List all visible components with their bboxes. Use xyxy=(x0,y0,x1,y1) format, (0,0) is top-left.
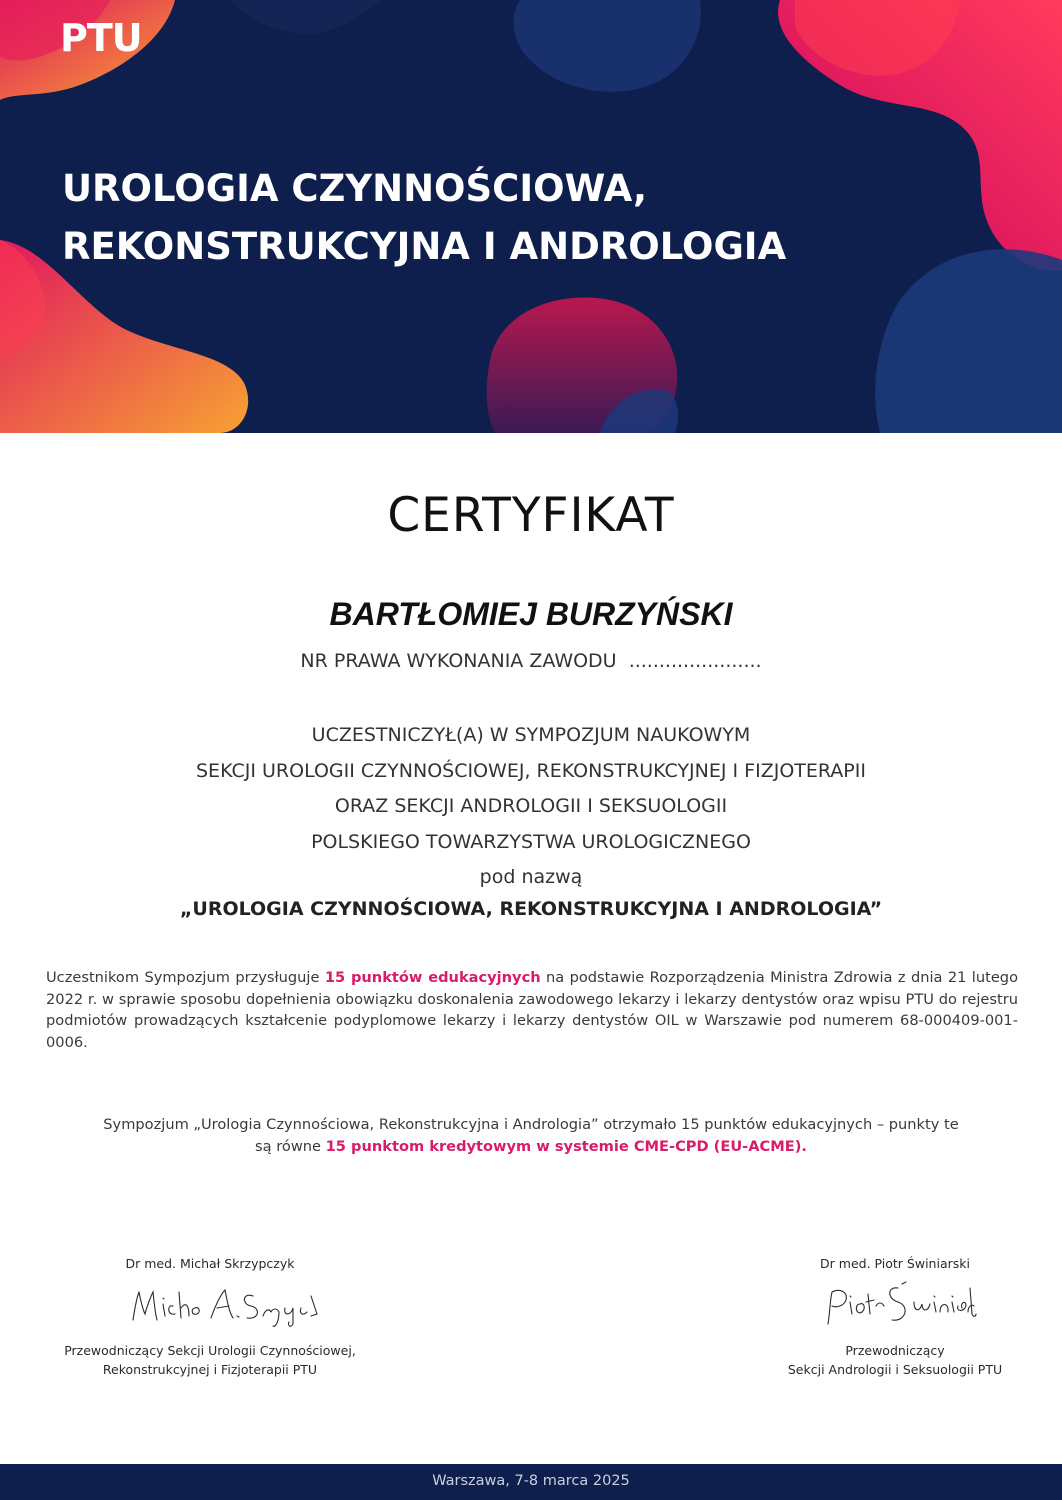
body-line: SEKCJI UROLOGII CZYNNOŚCIOWEJ, REKONSTRUKCYJNEJ I FIZJOTERAPII xyxy=(196,759,866,782)
certificate-heading: CERTYFIKAT xyxy=(387,488,675,543)
body-line: pod nazwą xyxy=(479,866,583,889)
footer-bar xyxy=(0,1464,1062,1500)
signer-role-line: Przewodniczący xyxy=(845,1343,945,1358)
license-line xyxy=(0,650,1062,672)
event-name: „UROLOGIA CZYNNOŚCIOWA, REKONSTRUKCYJNA I ANDROLOGIA” xyxy=(179,898,883,920)
place-date: Warszawa, 7-8 marca 2025 xyxy=(432,1473,630,1489)
signer-role xyxy=(740,1341,1050,1379)
header-banner xyxy=(0,0,1062,433)
license-value: ...................... xyxy=(628,650,762,672)
ptu-logo: PTU xyxy=(60,16,142,60)
certificate-body xyxy=(0,718,1062,896)
signer-role-line: Sekcji Andrologii i Seksuologii PTU xyxy=(787,1362,1003,1377)
handwritten-signature xyxy=(125,1282,325,1332)
signer-role xyxy=(30,1341,390,1379)
signature-block-right xyxy=(740,1256,1050,1386)
signer-name: Dr med. Michał Skrzypczyk xyxy=(125,1256,295,1271)
body-line: ORAZ SEKCJI ANDROLOGII I SEKSUOLOGII xyxy=(334,795,728,818)
points-paragraph xyxy=(46,967,1018,1053)
license-label: NR PRAWA WYKONANIA ZAWODU xyxy=(300,650,617,672)
signer-name: Dr med. Piotr Świniarski xyxy=(820,1256,970,1271)
signer-role-line: Przewodniczący Sekcji Urologii Czynnościowej, xyxy=(64,1343,356,1358)
credits-highlight: 15 punktom kredytowym w systemie CME-CPD (EU-ACME). xyxy=(325,1137,807,1155)
signature-block-left xyxy=(30,1256,390,1386)
body-line: UCZESTNICZYŁ(A) W SYMPOZJUM NAUKOWYM xyxy=(311,724,751,746)
points-text: na podstawie Rozporządzenia Ministra Zdrowia z dnia 21 lutego 2022 r. w sprawie sposobu dopełnienia obowiązku doskonalenia zawodowego lekarzy i lekarzy dentystów oraz wpisu PTU do rejestru podmiotów prowadzących kształcenie podyplomowe lekarzy i lekarzy dentystów OIL w Warszawie pod numerem 68-000409-001-0006. xyxy=(46,969,1018,1051)
credits-text: Sympozjum „Urologia Czynnościowa, Rekonstrukcyjna i Andrologia” otrzymało 15 punktów edukacyjnych – punkty te są równe xyxy=(103,1116,959,1155)
points-highlight: 15 punktów edukacyjnych xyxy=(324,969,541,986)
title-line-1: UROLOGIA CZYNNOŚCIOWA, xyxy=(62,167,648,210)
body-line: POLSKIEGO TOWARZYSTWA UROLOGICZNEGO xyxy=(311,830,751,853)
signer-role-line: Rekonstrukcyjnej i Fizjoterapii PTU xyxy=(102,1362,318,1377)
points-text: Uczestnikom Sympozjum przysługuje xyxy=(46,969,325,986)
page-title xyxy=(62,160,962,276)
handwritten-signature xyxy=(818,1278,978,1332)
title-line-2: REKONSTRUKCYJNA I ANDROLOGIA xyxy=(62,225,787,268)
recipient-name: BARTŁOMIEJ BURZYŃSKI xyxy=(329,596,733,632)
credits-paragraph xyxy=(100,1114,962,1157)
